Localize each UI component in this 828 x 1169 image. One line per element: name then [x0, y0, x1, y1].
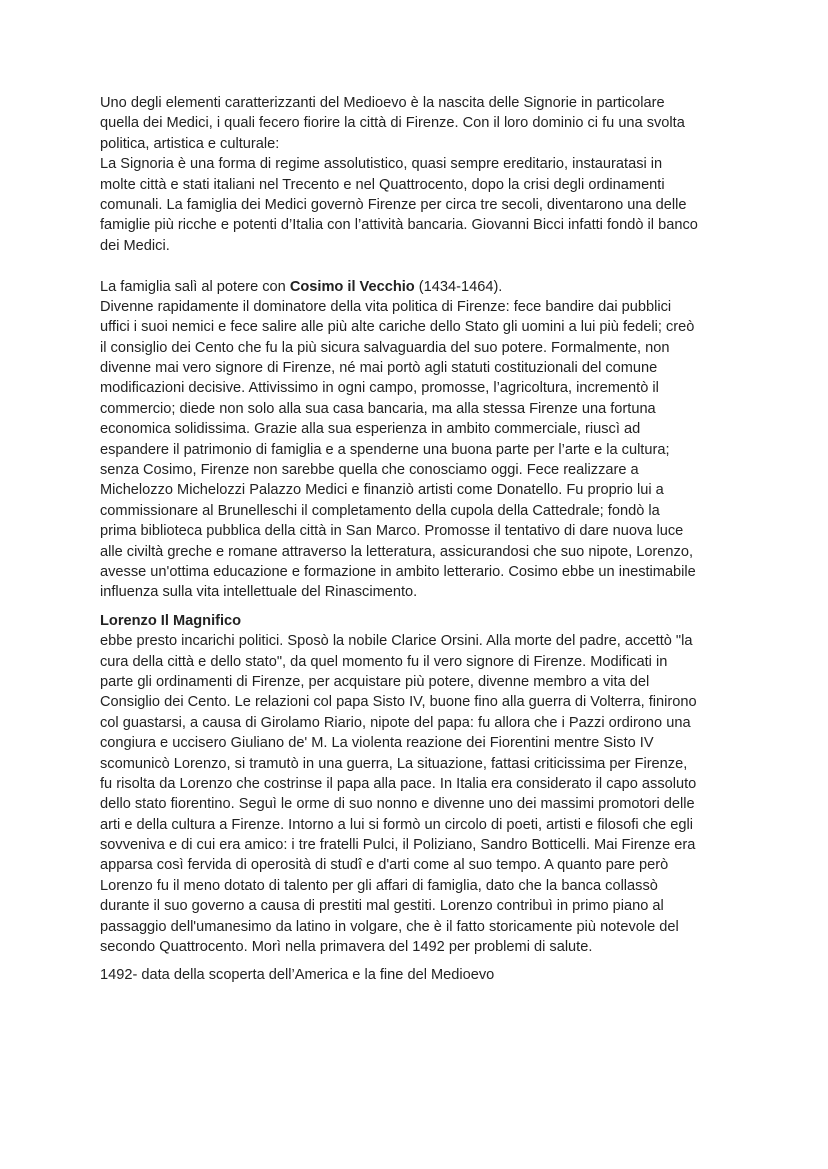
text-line: La Signoria è una forma di regime assolutistico, quasi sempre ereditario, instauratasi in: [100, 156, 663, 173]
text-line: influenza sulla vita intellettuale del Rinascimento.: [100, 584, 418, 601]
text-line: Michelozzo Michelozzi Palazzo Medici e finanziò artisti come Donatello. Fu proprio lui a: [100, 482, 664, 499]
text-line: commissionare al Brunelleschi il completamento della cupola della Cattedrale; fondò la: [100, 502, 660, 519]
text-line: il consiglio dei Cento che fu la più sicura salvaguardia del suo potere. Formalmente, non: [100, 339, 670, 356]
text-line: avesse un'ottima educazione e formazione in ambito letterario. Cosimo ebbe un inestimabile: [100, 563, 696, 580]
text-line: politica, artistica e culturale:: [100, 135, 280, 152]
text-line: Uno degli elementi caratterizzanti del Medioevo è la nascita delle Signorie in particolare: [100, 95, 665, 111]
text-line: col guastarsi, a causa di Girolamo Riario, nipote del papa: fu allora che i Pazzi ordirono una: [100, 714, 691, 731]
cosimo-paragraph: [100, 297, 740, 603]
intro-paragraph: [100, 93, 740, 256]
text-line: ebbe presto incarichi politici. Sposò la nobile Clarice Orsini. Alla morte del padre, accettò "la: [100, 633, 693, 650]
text-line: passaggio dell'umanesimo da latino in volgare, che è il fatto storicamente più notevole del: [100, 918, 679, 935]
text-line: uffici i suoi nemici e fece salire alle più alte cariche dello Stato gli uomini a lui più fedeli; creò: [100, 319, 695, 336]
document-page: [100, 93, 740, 986]
text-line: molte città e stati italiani nel Trecento e nel Quattrocento, dopo la crisi degli ordinamenti: [100, 176, 665, 193]
lorenzo-heading: Lorenzo Il Magnifico: [100, 612, 242, 629]
text-line: durante il suo governo a causa di prestiti mal gestiti. Lorenzo contribuì in primo piano al: [100, 898, 664, 915]
text-line: dello stato fiorentino. Seguì le orme di suo nonno e divenne uno dei massimi promotori delle: [100, 796, 695, 813]
text-line: cura della città e dello stato", da quel momento fu il vero signore di Firenze. Modificati in: [100, 653, 668, 670]
text-line: senza Cosimo, Firenze non sarebbe quella che conosciamo oggi. Fece realizzare a: [100, 462, 639, 479]
text-line: quella dei Medici, i quali fecero fiorire la città di Firenze. Con il loro dominio ci fu una svolta: [100, 115, 685, 132]
text-line: apparsa così fervida di operosità di studî e d'arti come al suo tempo. A quanto pare però: [100, 857, 669, 874]
text-line: Lorenzo fu il meno dotato di talento per gli affari di famiglia, dato che la banca collassò: [100, 877, 658, 894]
text-line: comunali. La famiglia dei Medici governò Firenze per circa tre secoli, diventarono una delle: [100, 196, 687, 213]
lorenzo-paragraph: [100, 631, 740, 957]
text-line: sovveniva e di cui era amico: i tre fratelli Pulci, il Poliziano, Sandro Botticelli. Mai Firenze era: [100, 837, 696, 854]
text-line: prima biblioteca pubblica della città in San Marco. Promosse il tentativo di dare nuova luce: [100, 523, 684, 540]
text-line: Divenne rapidamente il dominatore della vita politica di Firenze: fece bandire dai pubblici: [100, 298, 672, 315]
text-line: modificazioni decisive. Attivissimo in ogni campo, promosse, l’agricoltura, incrementò il: [100, 380, 659, 397]
text-line: fu risolta da Lorenzo che costrinse il papa alla pace. In Italia era considerato il capo assoluto: [100, 775, 697, 792]
text-line: secondo Quattrocento. Morì nella primavera del 1492 per problemi di salute.: [100, 939, 593, 956]
cosimo-intro-line: [100, 277, 740, 297]
text-line: congiura e uccisero Giuliano de' M. La violenta reazione dei Fiorentini mentre Sisto IV: [100, 735, 654, 752]
text-line: scomunicò Lorenzo, si tramutò in una guerra, La situazione, fattasi criticissima per Firenze,: [100, 755, 688, 772]
text-line: parte gli ordinamenti di Firenze, per acquistare più potere, divenne membro a vita del: [100, 673, 650, 690]
text-line: famiglie più ricche e potenti d’Italia con l’attività bancaria. Giovanni Bicci infatti fondò il banco: [100, 217, 698, 234]
text-line: commercio; diede non solo alla sua casa bancaria, ma alla stessa Firenze una fortuna: [100, 400, 656, 417]
text-line: divenne mai vero signore di Firenze, né mai portò agli statuti costituzionali del comune: [100, 360, 658, 377]
text-line: espandere il patrimonio di famiglia e a spenderne una buona parte per l’arte e la cultura;: [100, 441, 670, 458]
cosimo-intro-suffix: (1434-1464).: [414, 278, 503, 295]
text-line: arti e della cultura a Firenze. Intorno a lui si formò un circolo di poeti, artisti e filosofi che egli: [100, 816, 693, 833]
cosimo-intro-prefix: La famiglia salì al potere con: [100, 278, 290, 295]
text-line: Consiglio dei Cento. Le relazioni col papa Sisto IV, buone fino alla guerra di Volterra, finirono: [100, 694, 697, 711]
text-line: economica solidissima. Grazie alla sua esperienza in ambito commerciale, riuscì ad: [100, 421, 641, 438]
closing-line: 1492- data della scoperta dell’America e la fine del Medioevo: [100, 967, 495, 984]
text-line: alle civiltà greche e romane attraverso la letteratura, assicurandosi che suo nipote, Lorenzo,: [100, 543, 693, 560]
cosimo-name: Cosimo il Vecchio: [289, 278, 415, 295]
text-line: dei Medici.: [100, 237, 170, 254]
